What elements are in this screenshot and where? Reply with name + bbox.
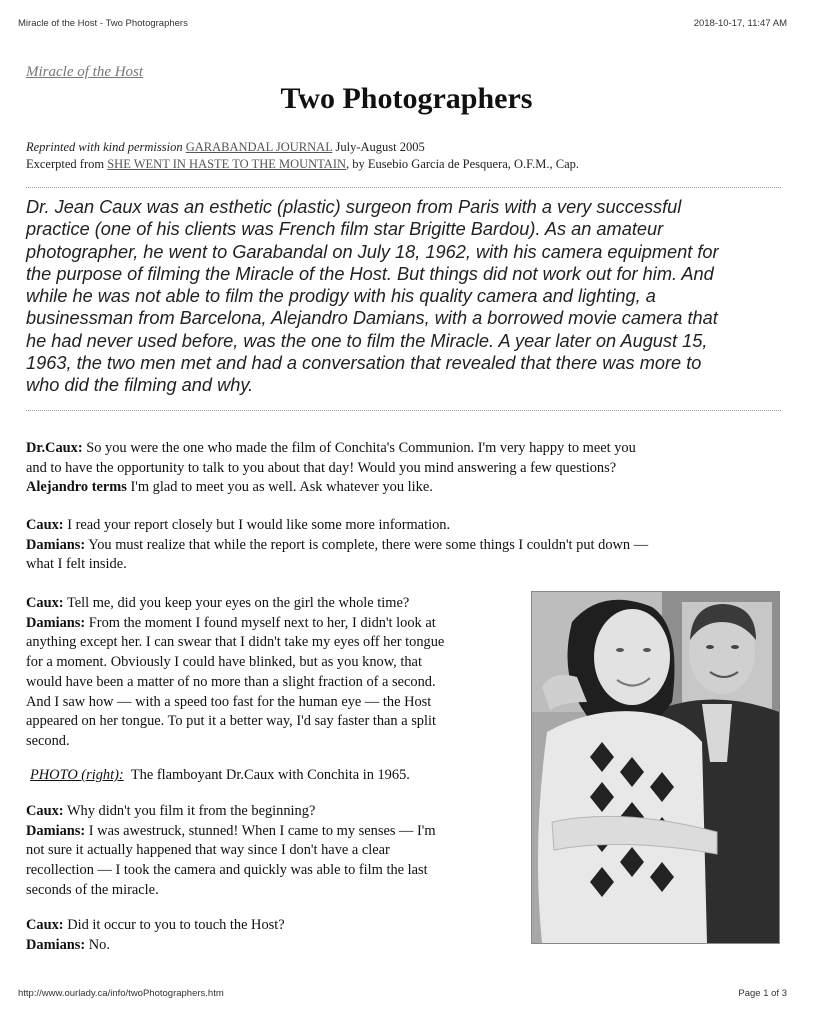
speaker-label: Damians: xyxy=(26,822,86,839)
dialogue-text: and to have the opportunity to talk to you about that day! Would you mind answering a few questions? xyxy=(26,459,617,476)
speaker-label: Alejandro terms xyxy=(26,479,127,496)
credits-line-2 xyxy=(26,156,787,173)
dialogue-text: Why didn't you film it from the beginning? xyxy=(66,803,316,819)
dialogue-text: So you were the one who made the film of Conchita's Communion. I'm very happy to meet you xyxy=(86,440,636,456)
author-text: , by Eusebio Garcia de Pesquera, O.F.M., Cap. xyxy=(346,157,580,171)
dialogue-text: I was awestruck, stunned! When I came to my senses — I'm xyxy=(88,822,436,839)
dialogue-text: would have been a matter of no more than a slight fraction of a second. xyxy=(26,673,436,690)
intro-line: while he was not able to film the prodigy with his quality camera and lighting, a xyxy=(26,286,656,307)
page-title: Two Photographers xyxy=(280,82,533,115)
photo-caption xyxy=(30,766,510,786)
excerpt-prefix: Excerpted from xyxy=(26,157,105,171)
speaker-label: Caux: xyxy=(26,803,64,819)
speaker-label: Damians: xyxy=(26,614,86,631)
photo-caption-label: PHOTO (right): xyxy=(30,767,124,783)
dialogue-text: And I saw how — with a speed too fast for the human eye — the Host xyxy=(26,693,432,710)
intro-line: businessman from Barcelona, Alejandro Damians, with a borrowed movie camera that xyxy=(26,308,718,329)
dialogue-text: Did it occur to you to touch the Host? xyxy=(67,917,285,933)
book-link[interactable]: SHE WENT IN HASTE TO THE MOUNTAIN xyxy=(107,157,347,171)
speaker-label: Damians: xyxy=(26,536,86,553)
speaker-label: Dr.Caux: xyxy=(26,440,83,456)
dialogue-text: No. xyxy=(88,936,110,953)
speaker-label: Damians: xyxy=(26,936,86,953)
speaker-label: Caux: xyxy=(26,517,64,533)
dialogue-text: From the moment I found myself next to her, I didn't look at xyxy=(88,614,436,631)
dialogue-block-5 xyxy=(26,916,526,955)
dialogue-block-4 xyxy=(26,802,526,901)
credits-prefix: Reprinted with kind permission xyxy=(26,140,183,154)
credits-line-1 xyxy=(26,139,787,156)
page-number: Page 1 of 3 xyxy=(738,988,787,999)
journal-link[interactable]: GARABANDAL JOURNAL xyxy=(185,140,333,154)
divider-top xyxy=(26,187,781,188)
intro-line: he had never used before, was the one to film the Miracle. A year later on August 15, xyxy=(26,330,708,351)
dialogue-block-1 xyxy=(26,439,766,498)
dialogue-text: anything except her. I can swear that I didn't take my eyes off her tongue xyxy=(26,634,445,651)
speaker-label: Caux: xyxy=(26,917,64,933)
intro-line: photographer, he went to Garabandal on July 18, 1962, with his camera equipment for xyxy=(26,241,719,262)
print-footer xyxy=(18,988,787,999)
credits xyxy=(26,139,787,173)
credits-date: July-August 2005 xyxy=(335,140,425,154)
photo-caption-text: The flamboyant Dr.Caux with Conchita in 1965. xyxy=(130,767,410,783)
photo-illustration xyxy=(532,592,779,943)
intro-line: practice (one of his clients was French film star Brigitte Bardou). As an amateur xyxy=(26,219,664,240)
dialogue-text: recollection — I took the camera and quickly was able to film the last xyxy=(26,862,428,879)
section-link[interactable]: Miracle of the Host xyxy=(26,64,144,80)
intro-paragraph xyxy=(26,196,761,397)
intro-line: Dr. Jean Caux was an esthetic (plastic) surgeon from Paris with a very successful xyxy=(26,197,682,217)
intro-line: 1963, the two men met and had a conversation that revealed that there was more to xyxy=(26,353,702,374)
dialogue-text: for a moment. Obviously I could have blinked, but as you know, that xyxy=(26,654,422,671)
print-header xyxy=(18,18,787,29)
page-url: http://www.ourlady.ca/info/twoPhotographers.htm xyxy=(18,988,224,999)
dialogue-block-3 xyxy=(26,594,526,752)
dialogue-text: I read your report closely but I would like some more information. xyxy=(67,517,451,533)
dialogue-text: You must realize that while the report is complete, there were some things I couldn't put down — xyxy=(88,536,649,553)
print-header-title: Miracle of the Host - Two Photographers xyxy=(18,18,188,29)
dialogue-text: what I felt inside. xyxy=(26,556,127,573)
print-header-datetime: 2018-10-17, 11:47 AM xyxy=(693,18,787,29)
dialogue-text: I'm glad to meet you as well. Ask whatever you like. xyxy=(130,479,433,496)
dialogue-block-2 xyxy=(26,516,776,575)
intro-line: who did the filming and why. xyxy=(26,375,254,396)
dialogue-text: second. xyxy=(26,732,70,749)
dialogue-text: Tell me, did you keep your eyes on the girl the whole time? xyxy=(66,595,410,611)
photo-caux-conchita xyxy=(531,591,780,944)
divider-bottom xyxy=(26,410,781,411)
dialogue-text: seconds of the miracle. xyxy=(26,881,159,898)
dialogue-text: appeared on her tongue. To put it a better way, I'd say faster than a split xyxy=(26,713,436,730)
dialogue-text: not sure it actually happened that way since I don't have a clear xyxy=(26,842,390,859)
speaker-label: Caux: xyxy=(26,595,64,611)
intro-line: the purpose of filming the Miracle of the Host. But things did not work out for him. And xyxy=(26,263,714,284)
